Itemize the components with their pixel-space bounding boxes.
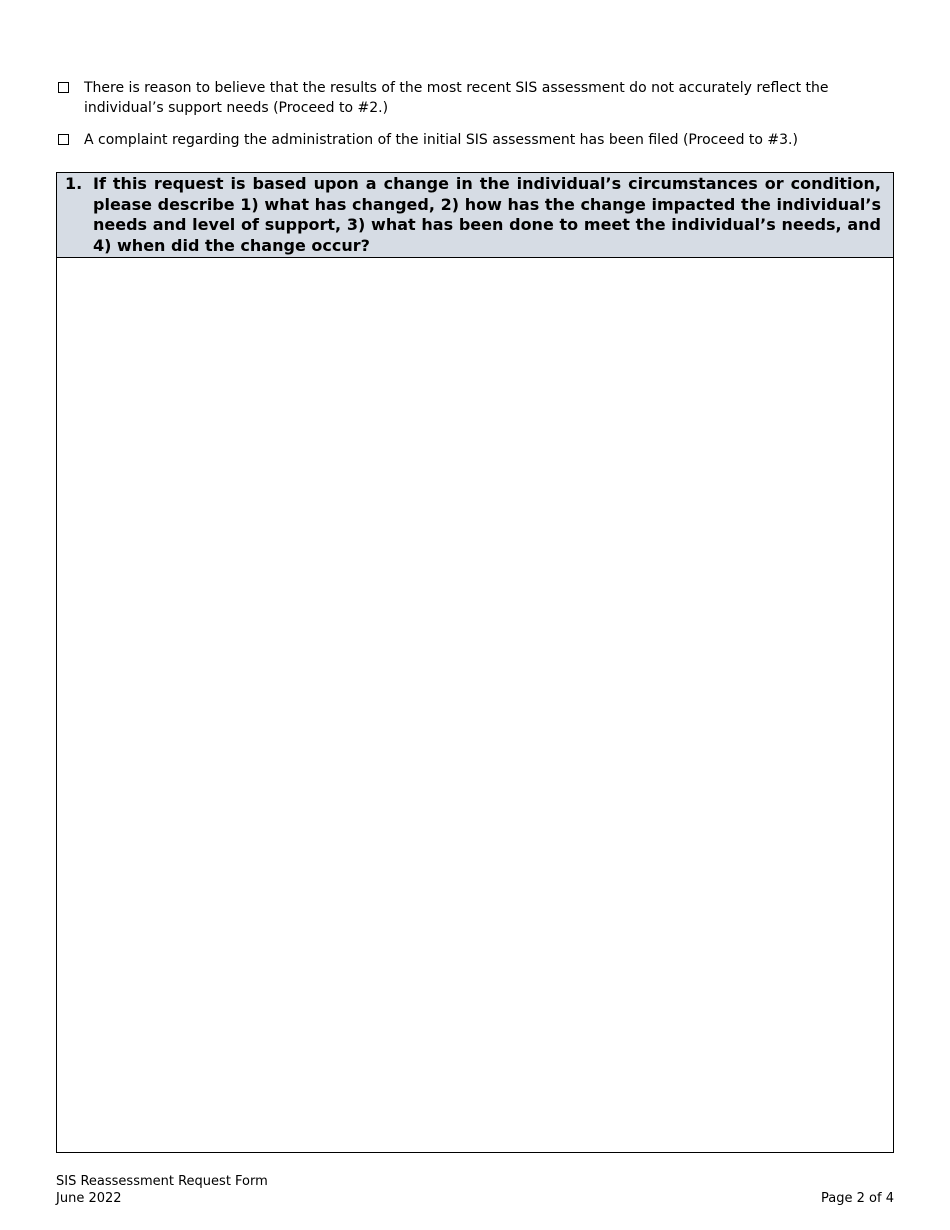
- question-text: If this request is based upon a change in the individual’s circumstances or condition, please describe 1) what has changed, 2) how has the change impacted the individual’s needs and level of support, 3) what has been done to meet the individual’s needs, and 4) when did the change occur?: [93, 174, 881, 255]
- question-1-header: [57, 173, 893, 258]
- reassessment-reason-option-complaint-filed[interactable]: [58, 130, 848, 150]
- footer-form-name: SIS Reassessment Request Form: [56, 1174, 268, 1189]
- option-label-complaint-filed: A complaint regarding the administration of the initial SIS assessment has been filed (Proceed to #3.): [84, 132, 798, 148]
- footer-form-info: [56, 1173, 268, 1207]
- option-label-inaccurate-results: There is reason to believe that the results of the most recent SIS assessment do not accurately reflect the individual’s support needs (Proceed to #2.): [84, 80, 829, 116]
- question-1-answer-field[interactable]: [57, 258, 893, 1152]
- checkbox-inaccurate-results[interactable]: [58, 82, 69, 93]
- reassessment-reason-option-inaccurate-results[interactable]: [58, 78, 848, 118]
- footer-date: June 2022: [56, 1191, 122, 1206]
- question-1-table: [56, 172, 894, 1153]
- question-number: 1.: [65, 174, 83, 193]
- footer-page-number: Page 2 of 4: [821, 1191, 894, 1206]
- checkbox-complaint-filed[interactable]: [58, 134, 69, 145]
